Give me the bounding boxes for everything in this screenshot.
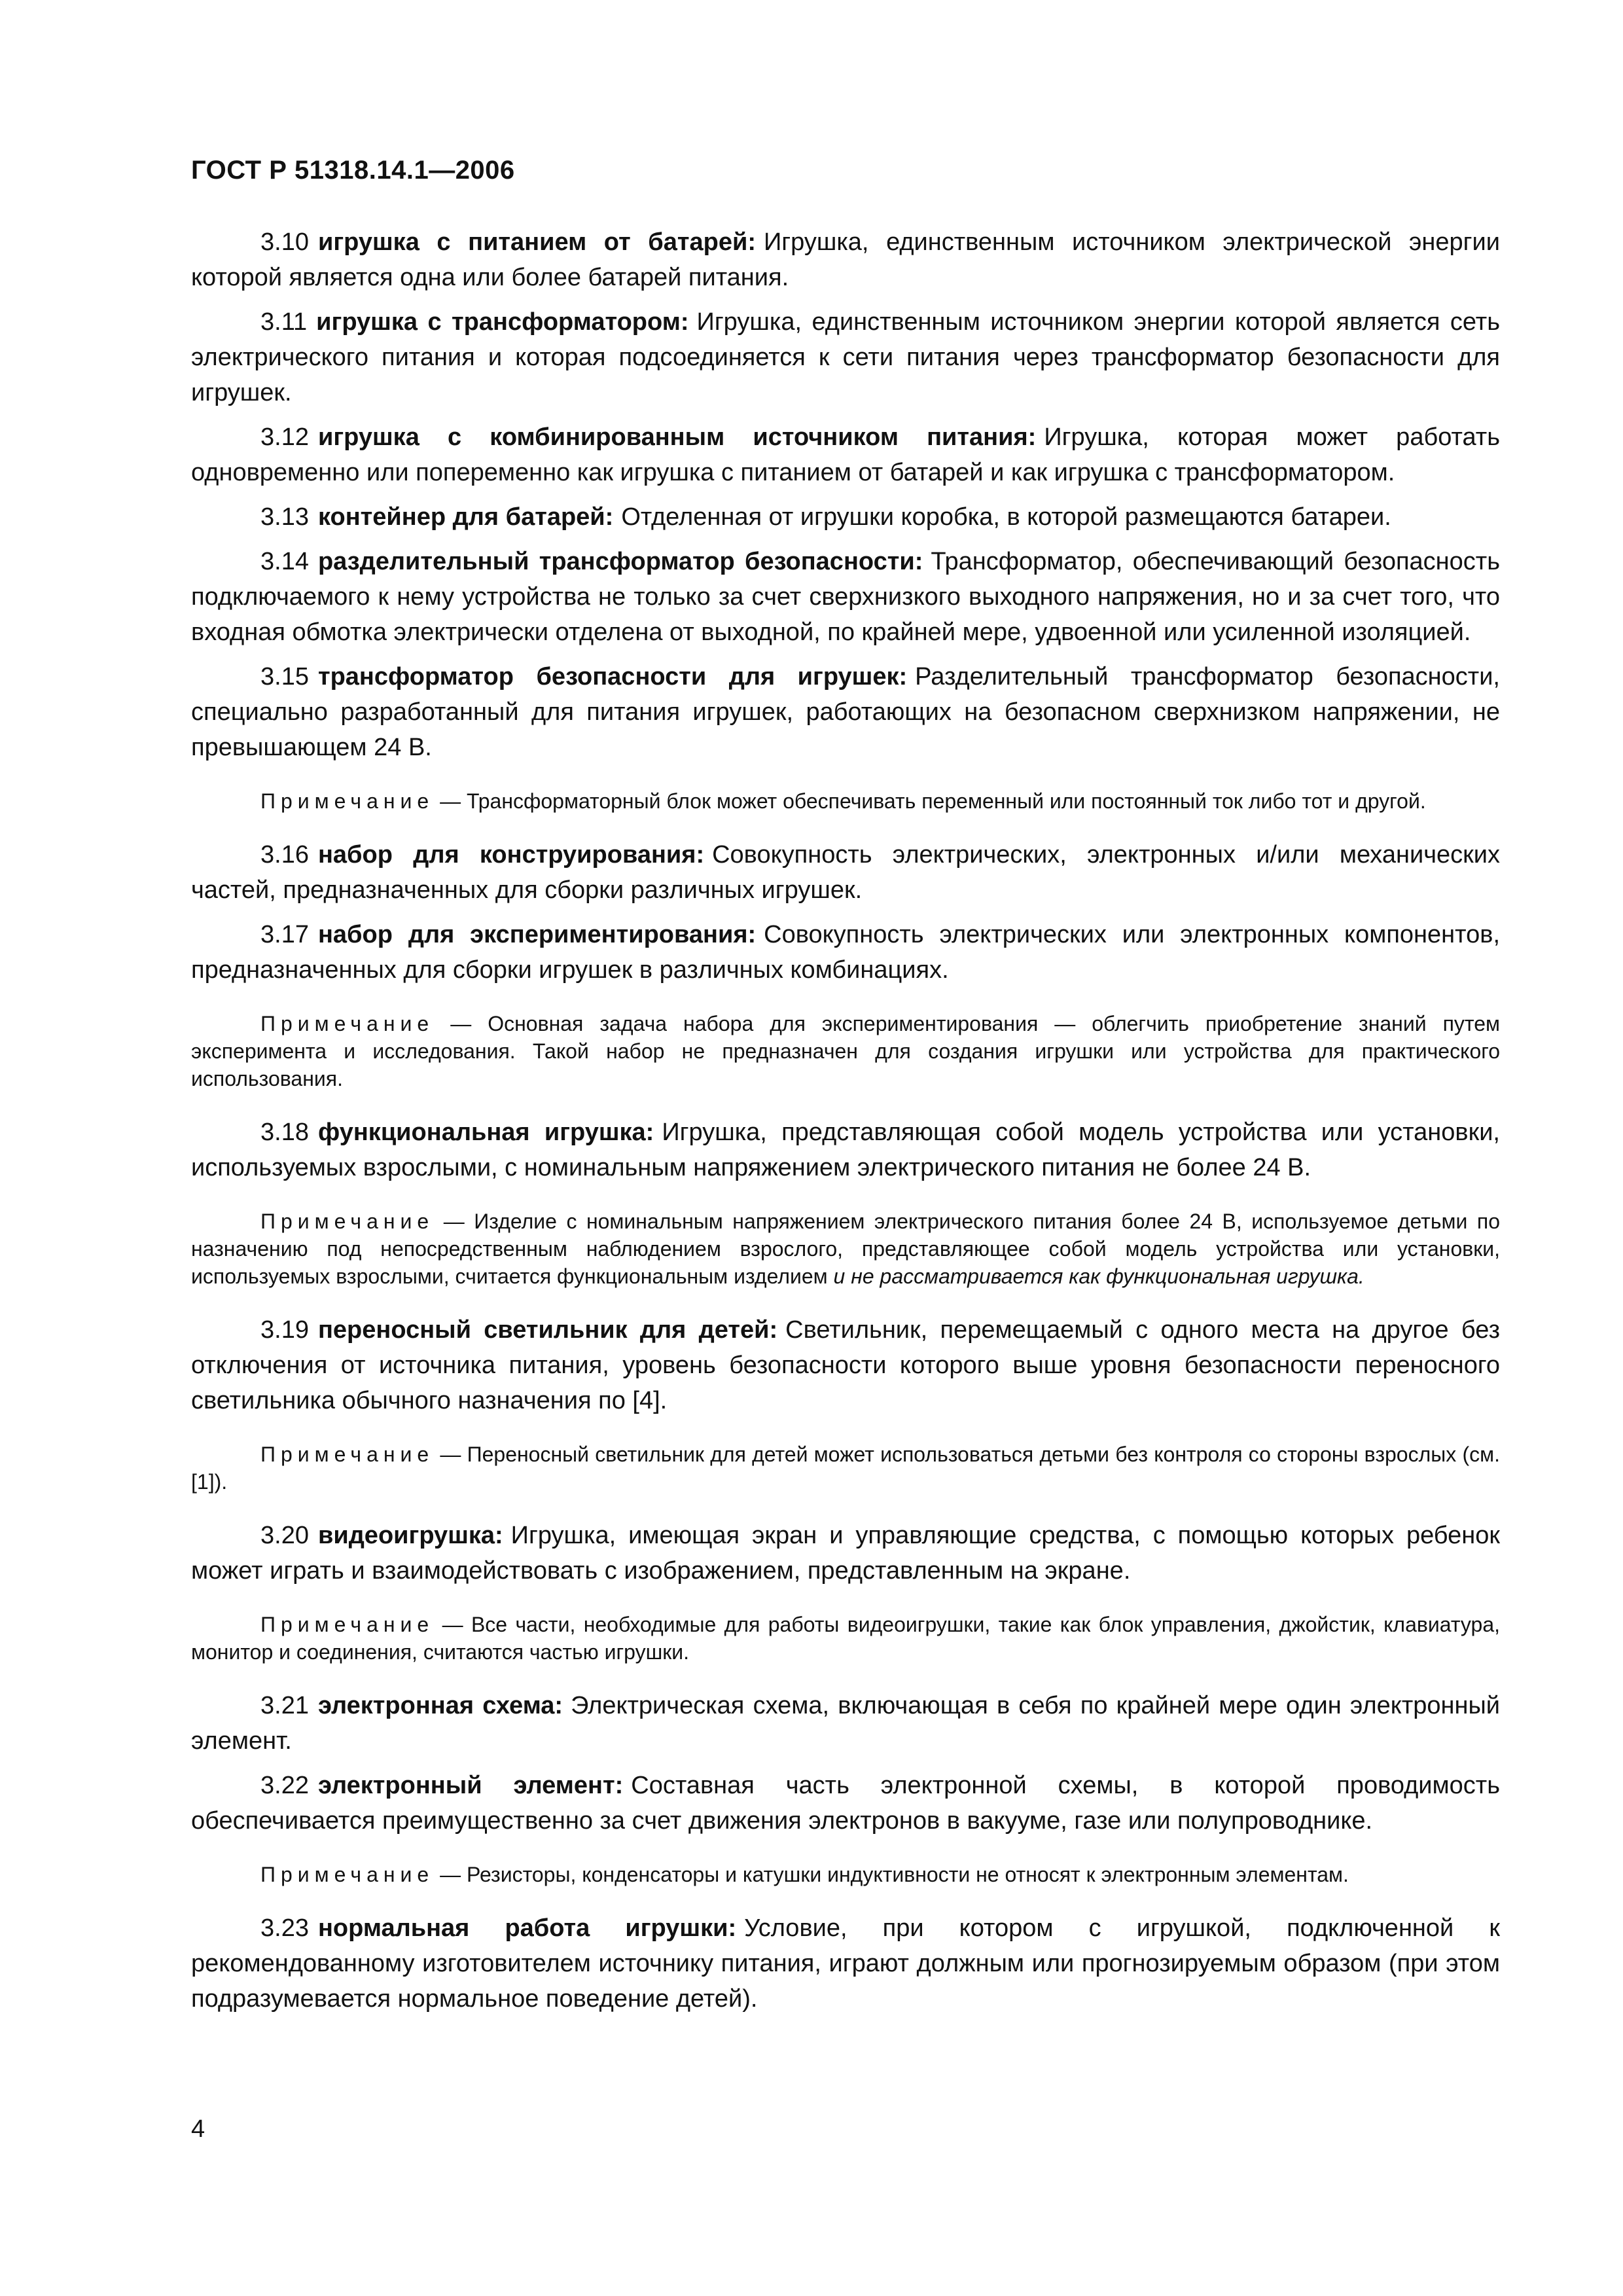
term-text: Условие, при котором с игрушкой, подключенной к рекомендованному изготовителем источнику питания, играют должным или прогнозируемым образом (при этом подразумевается нормальное поведение детей). [191, 1914, 1500, 2013]
note-italic-text: и не рассматривается как функциональная игрушка. [833, 1265, 1364, 1288]
term-number: 3.12 [260, 423, 309, 451]
note-label: Примечание [260, 1613, 435, 1636]
term-name: электронная схема: [317, 1692, 563, 1719]
term-text: Совокупность электрических, электронных и/или механических частей, предназначенных для сборки различных игрушек. [191, 841, 1501, 904]
term-name: переносный светильник для детей: [317, 1316, 778, 1344]
term-definition [191, 1518, 1500, 1588]
note [191, 1441, 1500, 1496]
term-name: нормальная работа игрушки: [317, 1914, 737, 1942]
term-name: набор для экспериментирования: [317, 921, 757, 948]
note-label: Примечание [260, 1210, 435, 1233]
term-definition [191, 837, 1500, 908]
term-name: игрушка с комбинированным источником питания: [317, 423, 1037, 451]
term-text: Электрическая схема, включающая в себя по крайней мере один электронный элемент. [191, 1692, 1501, 1755]
term-name: трансформатор безопасности для игрушек: [317, 663, 908, 691]
term-definition [191, 1768, 1500, 1839]
term-number: 3.11 [260, 308, 308, 336]
note-text: — Трансформаторный блок может обеспечивать переменный или постоянный ток либо тот и другой. [440, 789, 1426, 813]
term-number: 3.14 [260, 548, 309, 575]
term-name: разделительный трансформатор безопасности: [317, 548, 923, 575]
term-definition [191, 420, 1500, 490]
note [191, 787, 1500, 815]
term-name: набор для конструирования: [317, 841, 705, 869]
term-name: игрушка с питанием от батарей: [317, 228, 756, 256]
term-number: 3.17 [260, 921, 309, 948]
term-definition [191, 1910, 1500, 2017]
term-number: 3.10 [260, 228, 309, 256]
term-text: Игрушка, представляющая собой модель устройства или установки, используемых взрослыми, с номинальным напряжением электрического питания не более 24 В. [191, 1119, 1500, 1181]
term-definition [191, 659, 1500, 765]
term-number: 3.16 [260, 841, 309, 869]
note-label: Примечание [260, 1863, 435, 1886]
term-name: функциональная игрушка: [317, 1119, 654, 1146]
term-number: 3.22 [260, 1772, 309, 1799]
term-text: Совокупность электрических или электронных компонентов, предназначенных для сборки игрушек в различных комбинациях. [191, 921, 1500, 984]
term-definition [191, 304, 1500, 410]
term-text: Составная часть электронной схемы, в которой проводимость обеспечивается преимущественно за счет движения электронов в вакууме, газе или полупроводнике. [191, 1772, 1500, 1835]
page-number: 4 [191, 2115, 205, 2143]
term-text: Разделительный трансформатор безопасности, специально разработанный для питания игрушек, работающих на безопасном сверхнизком напряжении, не превышающем 24 В. [191, 663, 1500, 761]
term-number: 3.19 [260, 1316, 309, 1344]
note-label: Примечание [260, 1443, 435, 1466]
note [191, 1208, 1500, 1290]
page-body [191, 156, 1500, 2026]
note-label: Примечание [260, 789, 435, 813]
note [191, 1861, 1500, 1888]
term-text: Игрушка, единственным источником энергии которой является сеть электрического питания и которая подсоединяется к сети питания через трансформатор безопасности для игрушек. [191, 308, 1500, 406]
term-definition [191, 1688, 1500, 1759]
term-text: Отделенная от игрушки коробка, в которой размещаются батареи. [621, 503, 1391, 531]
term-number: 3.13 [260, 503, 309, 531]
term-name: контейнер для батарей: [317, 503, 614, 531]
term-number: 3.18 [260, 1119, 309, 1146]
term-text: Светильник, перемещаемый с одного места на другое без отключения от источника питания, уровень безопасности которого выше уровня безопасности переносного светильника обычного назначения по [4]. [191, 1316, 1500, 1414]
term-definition [191, 917, 1500, 988]
term-definition [191, 1115, 1500, 1185]
term-text: Игрушка, имеющая экран и управляющие средства, с помощью которых ребенок может играть и взаимодействовать с изображением, представленным на экране. [191, 1522, 1500, 1585]
term-number: 3.20 [260, 1522, 309, 1549]
note-text: — Изделие с номинальным напряжением электрического питания более 24 В, используемое детьми по назначению под непосредственным наблюдением взрослого, представляющее собой модель устройства или установки, используемых взрослыми, считается функциональным изделием [191, 1210, 1501, 1288]
term-number: 3.23 [260, 1914, 309, 1942]
term-name: видеоигрушка: [317, 1522, 503, 1549]
term-definition [191, 499, 1500, 535]
term-text: Трансформатор, обеспечивающий безопасность подключаемого к нему устройства не только за счет сверхнизкого выходного напряжения, но и за счет того, что входная обмотка электрически отделена от выходной, по крайней мере, удвоенной или усиленной изоляцией. [191, 548, 1500, 646]
note-text: — Все части, необходимые для работы видеоигрушки, такие как блок управления, джойстик, клавиатура, монитор и соединения, считаются частью игрушки. [191, 1613, 1501, 1664]
term-definition [191, 224, 1500, 295]
note-text: — Основная задача набора для экспериментирования — облегчить приобретение знаний путем эксперимента и исследования. Такой набор не предназначен для создания игрушки или устройства для практического использования. [191, 1012, 1501, 1090]
term-name: электронный элемент: [317, 1772, 624, 1799]
term-name: игрушка с трансформатором: [316, 308, 689, 336]
term-definition [191, 1312, 1500, 1418]
term-text: Игрушка, которая может работать одновременно или попеременно как игрушка с питанием от батарей и как игрушка с трансформатором. [191, 423, 1500, 486]
term-number: 3.21 [260, 1692, 309, 1719]
note-label: Примечание [260, 1012, 435, 1035]
term-definition [191, 544, 1500, 650]
note [191, 1611, 1500, 1666]
note-text: — Резисторы, конденсаторы и катушки индуктивности не относят к электронным элементам. [440, 1863, 1349, 1886]
term-text: Игрушка, единственным источником электрической энергии которой является одна или более батарей питания. [191, 228, 1500, 291]
term-number: 3.15 [260, 663, 309, 691]
note [191, 1010, 1500, 1092]
document-header: ГОСТ Р 51318.14.1—2006 [191, 156, 515, 185]
note-text: — Переносный светильник для детей может использоваться детьми без контроля со стороны взрослых (см. [1]). [191, 1443, 1501, 1494]
document-content [191, 224, 1500, 2017]
